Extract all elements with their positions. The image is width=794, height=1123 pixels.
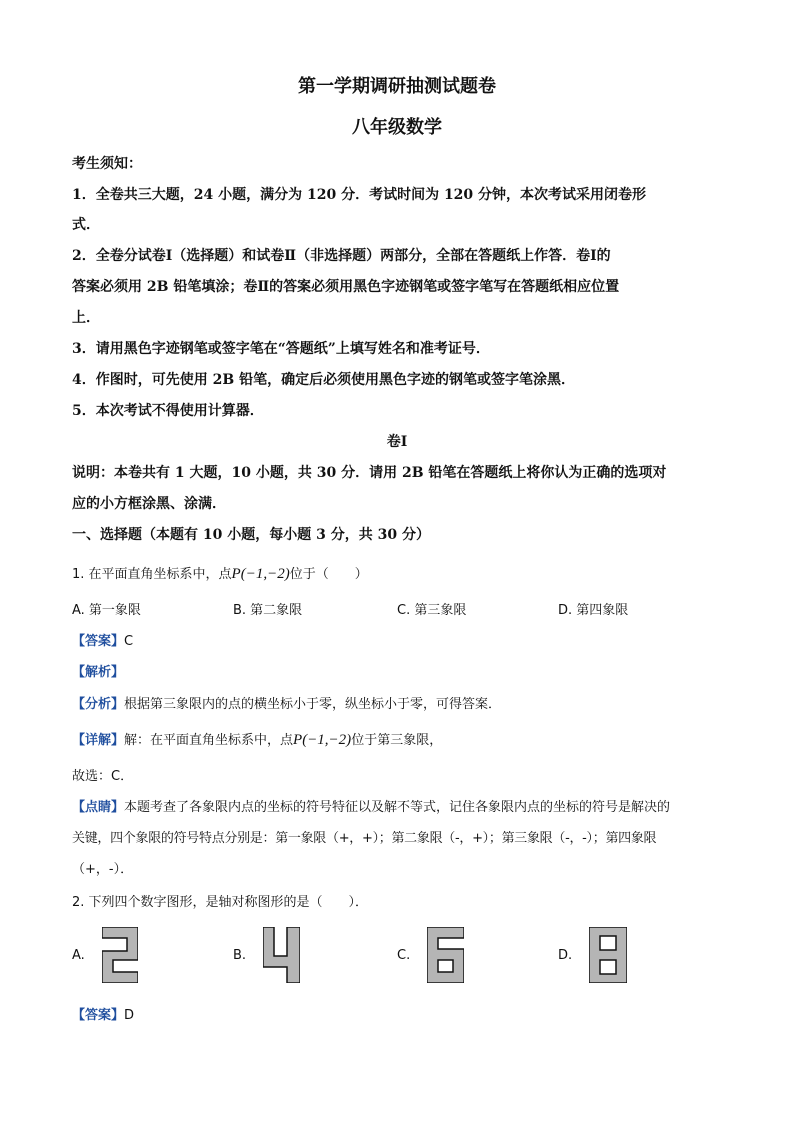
option-a: A. 第一象限 [72,603,141,618]
notice-line: 5．本次考试不得使用计算器． [72,403,264,419]
answer-line: 【答案】C [72,634,134,649]
part-heading: 一、选择题（本题有 10 小题，每小题 3 分，共 30 分） [72,527,430,543]
option-c: C. 第三象限 [397,603,467,618]
exam-subtitle: 八年级数学 [352,117,442,138]
answer-line: 【答案】D [72,1008,135,1023]
notice-line: 式． [72,217,100,233]
dianjing-line: （+，-）． [72,862,134,877]
q2-option-d-label: D. [558,948,573,963]
section-description: 说明：本卷共有 1 大题，10 小题，共 30 分．请用 2B 铅笔在答题纸上将你认为正确的选项对 [72,465,667,481]
question-1-stem: 1. 在平面直角坐标系中，点P(−1,−2)位于（ ） [72,566,368,582]
q2-option-b-label: B. [233,948,247,963]
fenxi-line: 【分析】根据第三象限内的点的横坐标小于零，纵坐标小于零，可得答案． [72,697,502,712]
option-d: D. 第四象限 [558,603,629,618]
digit-four-figure [263,927,300,983]
notice-line: 答案必须用 2B 铅笔填涂；卷Ⅱ的答案必须用黑色字迹钢笔或签字笔写在答题纸相应位置 [72,279,620,295]
notice-line: 4．作图时，可先使用 2B 铅笔，确定后必须使用黑色字迹的钢笔或签字笔涂黑． [72,372,576,388]
digit-eight-figure [589,927,627,983]
notice-heading: 考生须知： [72,156,142,172]
notice-line: 1．全卷共三大题，24 小题，满分为 120 分．考试时间为 120 分钟，本次考试采用闭卷形 [72,187,647,203]
digit-two-figure [102,927,138,983]
notice-line: 2．全卷分试卷Ⅰ（选择题）和试卷Ⅱ（非选择题）两部分，全部在答题纸上作答．卷Ⅰ的 [72,248,611,264]
point-expression: P(−1,−2) [293,732,352,748]
analysis-label: 【解析】 [72,665,125,680]
q2-option-c-label: C. [397,948,411,963]
option-b: B. 第二象限 [233,603,303,618]
digit-six-figure [427,927,464,983]
section-title: 卷Ⅰ [386,434,408,450]
question-2-stem: 2. 下列四个数字图形，是轴对称图形的是（ ）． [72,895,369,910]
notice-line: 上． [72,310,100,326]
point-expression: P(−1,−2) [231,566,290,582]
q2-option-a-label: A. [72,948,85,963]
dianjing-line: 【点睛】本题考查了各象限内点的坐标的符号特征以及解不等式，记住各象限内点的坐标的符号是解决的 [72,800,671,815]
dianjing-line: 关键，四个象限的符号特点分别是：第一象限（+，+）；第二象限（-，+）；第三象限（-，-）；第四象限 [72,831,657,846]
notice-line: 3．请用黑色字迹钢笔或签字笔在“答题纸”上填写姓名和准考证号． [72,341,490,357]
section-description: 应的小方框涂黑、涂满． [72,496,226,512]
exam-title: 第一学期调研抽测试题卷 [298,76,496,97]
conclusion-line: 故选：C． [72,769,134,784]
xiangjie-line: 【详解】解：在平面直角坐标系中，点P(−1,−2)位于第三象限， [72,732,443,748]
